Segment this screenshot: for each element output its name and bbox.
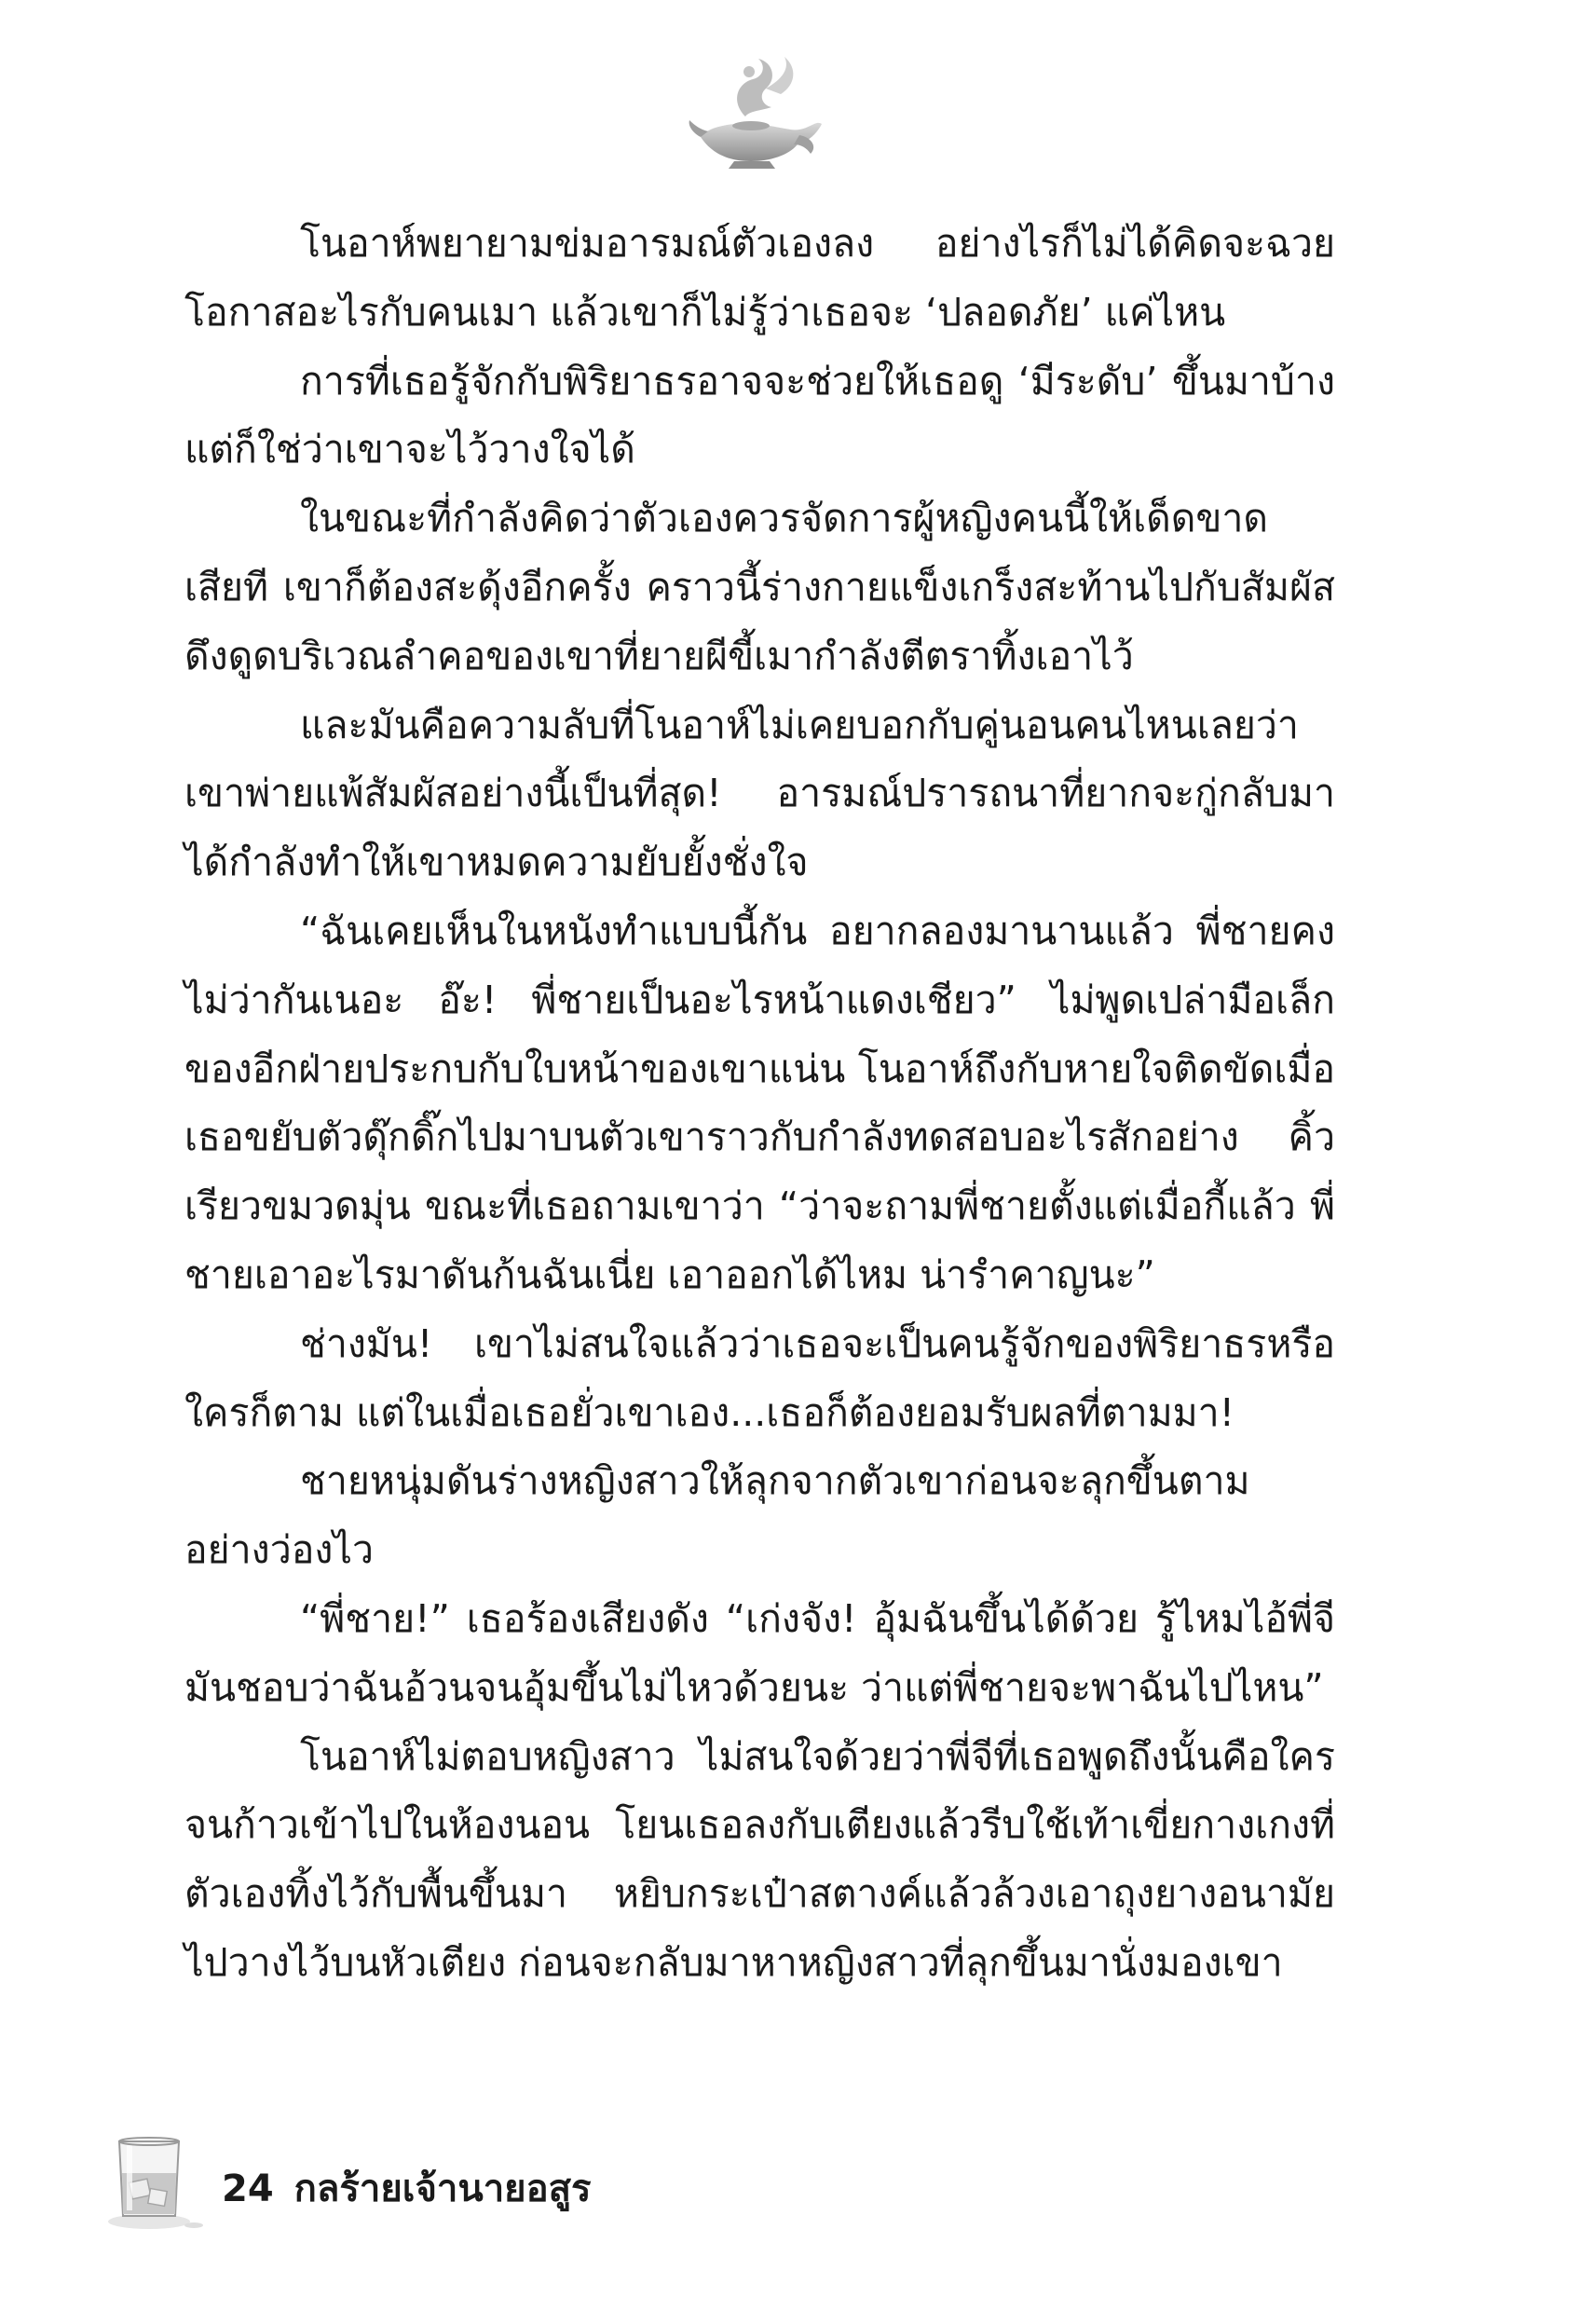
page-number: 24: [222, 2167, 274, 2210]
book-title: กลร้ายเจ้านายอสูร: [293, 2167, 592, 2210]
paragraph: ช่างมัน! เขาไม่สนใจแล้วว่าเธอจะเป็นคนรู้จักของพิริยาธรหรือใครก็ตาม แต่ในเมื่อเธอยั่วเขาเอง...เธอก็ต้องยอมรับผลที่ตามมา!: [184, 1320, 1335, 1435]
genie-lamp-icon: [680, 51, 829, 172]
paragraph: ชายหนุ่มดันร่างหญิงสาวให้ลุกจากตัวเขาก่อนจะลุกขึ้นตามอย่างว่องไว: [184, 1458, 1250, 1573]
folio: [222, 2158, 592, 2218]
paragraph: โนอาห์ไม่ตอบหญิงสาว ไม่สนใจด้วยว่าพี่จีที่เธอพูดถึงนั้นคือใครจนก้าวเข้าไปในห้องนอน โยนเธอลงกับเตียงแล้วรีบใช้เท้าเขี่ยกางเกงที่ตัวเองทิ้งไว้กับพื้นขึ้นมา หยิบกระเป๋าสตางค์แล้วล้วงเอาถุงยางอนามัยไปวางไว้บนหัวเตียง ก่อนจะกลับมาหาหญิงสาวที่ลุกขึ้นมานั่งมองเขา: [184, 1733, 1335, 1985]
whisky-glass-icon: [102, 2125, 214, 2236]
page-footer: [102, 2125, 755, 2236]
paragraph: การที่เธอรู้จักกับพิริยาธรอาจจะช่วยให้เธอดู ‘มีระดับ’ ขึ้นมาบ้าง แต่ก็ใช่ว่าเขาจะไว้วางใจได้: [184, 358, 1335, 472]
paragraph: และมันคือความลับที่โนอาห์ไม่เคยบอกกับคู่นอนคนไหนเลยว่าเขาพ่ายแพ้สัมผัสอย่างนี้เป็นที่สุด! อารมณ์ปรารถนาที่ยากจะกู่กลับมาได้กำลังทำให้เขาหมดความยับยั้งชั่งใจ: [184, 702, 1335, 885]
paragraph: โนอาห์พยายามข่มอารมณ์ตัวเองลง อย่างไรก็ไม่ได้คิดจะฉวยโอกาสอะไรกับคนเมา แล้วเขาก็ไม่รู้ว่าเธอจะ ‘ปลอดภัย’ แค่ไหน: [184, 221, 1335, 335]
paragraph: “พี่ชาย!” เธอร้องเสียงดัง “เก่งจัง! อุ้มฉันขึ้นได้ด้วย รู้ไหมไอ้พี่จีมันชอบว่าฉันอ้วนจนอุ้มขึ้นไม่ไหวด้วยนะ ว่าแต่พี่ชายจะพาฉันไปไหน”: [184, 1595, 1335, 1710]
paragraph: ในขณะที่กำลังคิดว่าตัวเองควรจัดการผู้หญิงคนนี้ให้เด็ดขาดเสียที เขาก็ต้องสะดุ้งอีกครั้ง คราวนี้ร่างกายแข็งเกร็งสะท้านไปกับสัมผัสดึงดูดบริเวณลำคอของเขาที่ยายผีขี้เมากำลังตีตราทิ้งเอาไว้: [184, 496, 1335, 678]
body-text: [184, 210, 1335, 1998]
paragraph: “ฉันเคยเห็นในหนังทำแบบนี้กัน อยากลองมานานแล้ว พี่ชายคงไม่ว่ากันเนอะ อ๊ะ! พี่ชายเป็นอะไรหน้าแดงเชียว” ไม่พูดเปล่ามือเล็กของอีกฝ่ายประกบกับใบหน้าของเขาแน่น โนอาห์ถึงกับหายใจติดขัดเมื่อเธอขยับตัวดุ๊กดิ๊กไปมาบนตัวเขาราวกับกำลังทดสอบอะไรสักอย่าง คิ้วเรียวขมวดมุ่น ขณะที่เธอถามเขาว่า “ว่าจะถามพี่ชายตั้งแต่เมื่อกี้แล้ว พี่ชายเอาอะไรมาดันก้นฉันเนี่ย เอาออกได้ไหม น่ารำคาญนะ”: [184, 908, 1335, 1297]
